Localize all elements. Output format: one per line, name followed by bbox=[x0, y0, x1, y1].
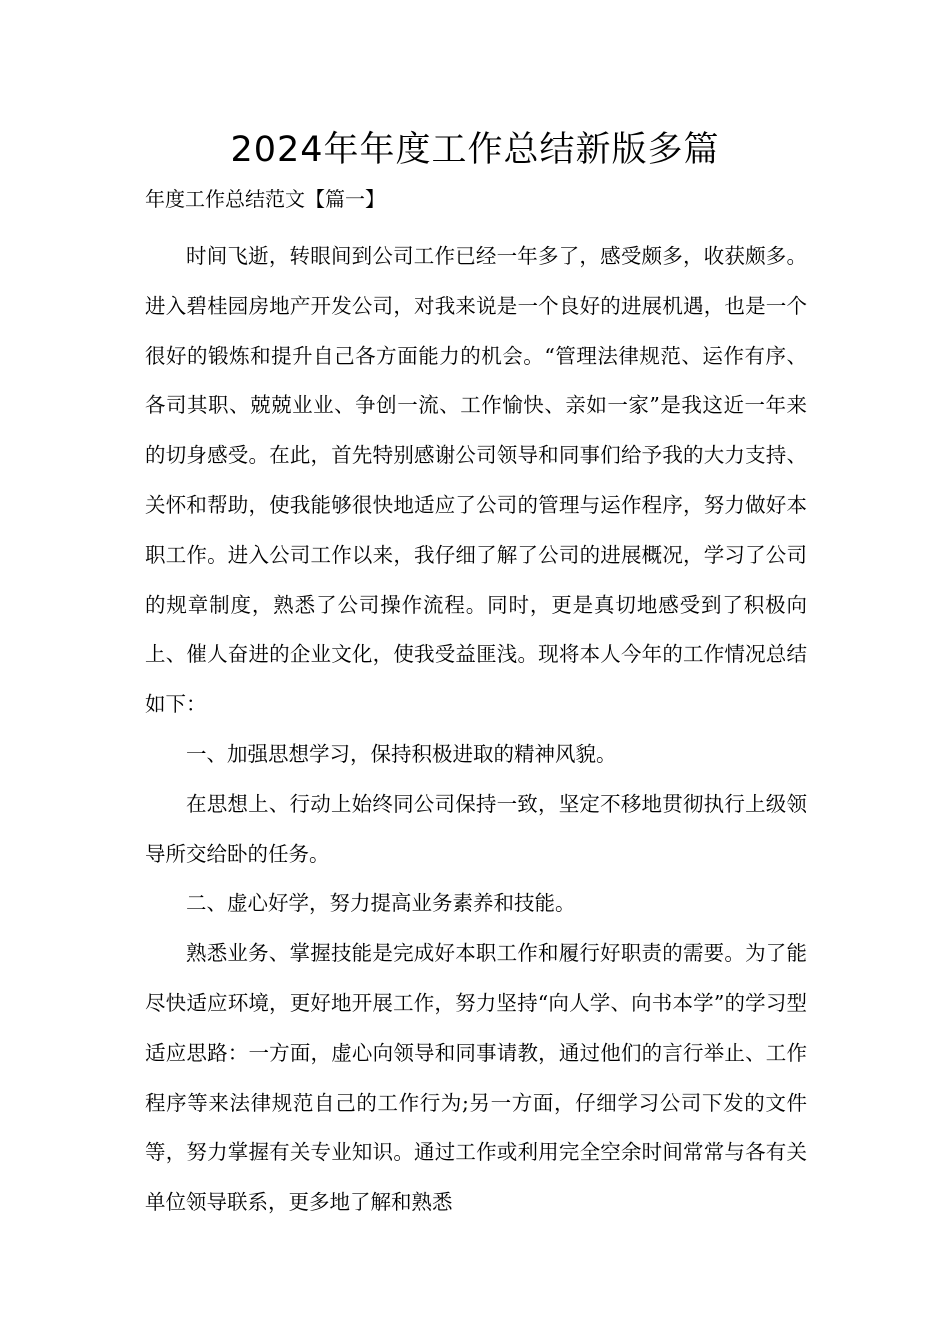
paragraph-heading-two: 二、虚心好学，努力提高业务素养和技能。 bbox=[186, 891, 576, 916]
paragraph-skills: 熟悉业务、掌握技能是完成好本职工作和履行好职责的需要。为了能尽快适应环境，更好地开展工作，努力坚持“向人学、向书本学”的学习型适应思路：一方面，虚心向领导和同事请教，通过他们的言行举止、工作程序等来法律规范自己的工作行为;另一方面，仔细学习公司下发的文件等，努力掌握有关专业知识。通过工作或利用完全空余时间常常与各有关单位领导联系，更多地了解和熟悉 bbox=[145, 941, 807, 1215]
document-title: 2024年年度工作总结新版多篇 bbox=[230, 130, 720, 170]
section-heading: 年度工作总结范文【篇一】 bbox=[145, 187, 385, 211]
paragraph-heading-one: 一、加强思想学习，保持积极进取的精神风貌。 bbox=[186, 741, 617, 766]
paragraph-thought: 在思想上、行动上始终同公司保持一致，坚定不移地贯彻执行上级领导所交给卧的任务。 bbox=[145, 791, 807, 866]
document-body bbox=[145, 232, 807, 1228]
paragraph-intro: 时间飞逝，转眼间到公司工作已经一年多了，感受颇多，收获颇多。进入碧桂园房地产开发公司，对我来说是一个良好的进展机遇，也是一个很好的锻炼和提升自己各方面能力的机会。“管理法律规范、运作有序、各司其职、兢兢业业、争创一流、工作愉快、亲如一家”是我这近一年来的切身感受。在此，首先特别感谢公司领导和同事们给予我的大力支持、关怀和帮助，使我能够很快地适应了公司的管理与运作程序，努力做好本职工作。进入公司工作以来，我仔细了解了公司的进展概况，学习了公司的规章制度，熟悉了公司操作流程。同时，更是真切地感受到了积极向上、催人奋进的企业文化，使我受益匪浅。现将本人今年的工作情况总结如下： bbox=[145, 244, 807, 717]
